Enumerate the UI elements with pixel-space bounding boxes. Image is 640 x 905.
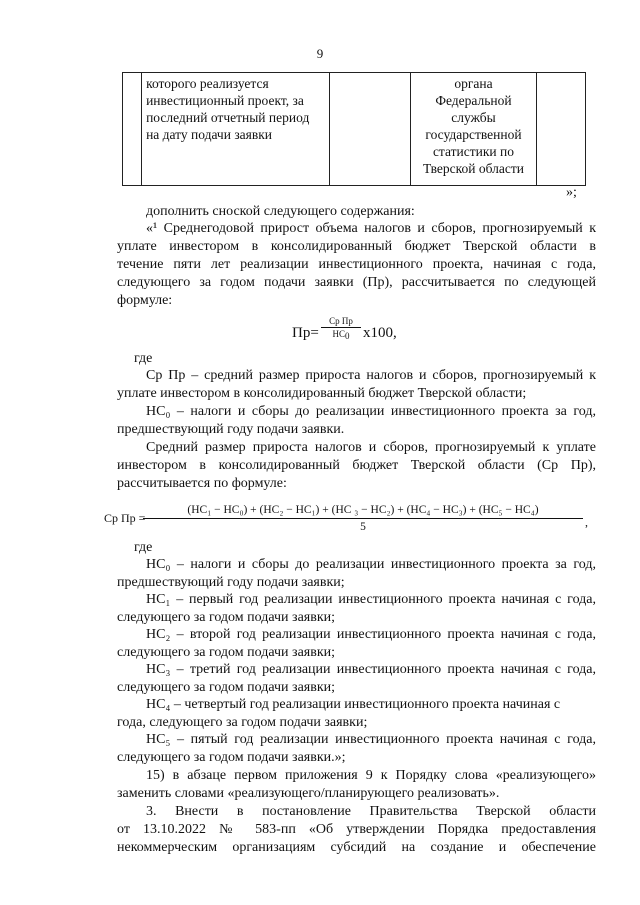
definition-line: НС₀ – налоги и сборы до реализации инвестиционного проекта за год, xyxy=(146,404,596,419)
item-3-line: некоммерческим организациям субсидий на создание и обеспечение xyxy=(117,840,596,855)
data-table-fragment xyxy=(122,72,586,186)
paragraph-line: Средний размер прироста налогов и сборов, прогнозируемый к уплате xyxy=(146,440,596,455)
table-cell-empty xyxy=(329,73,410,186)
table-cell-empty xyxy=(123,73,142,186)
page-number: 9 xyxy=(316,46,324,61)
definition-line: предшествующий году подачи заявки. xyxy=(117,422,345,437)
closing-quote: »; xyxy=(566,185,577,200)
item-15-line: заменить словами «реализующего/планирующего реализовать». xyxy=(117,786,500,801)
definition-line: следующего за годом подачи заявки; xyxy=(117,645,336,660)
paragraph-line: рассчитывается по формуле: xyxy=(117,476,287,491)
note-line: уплате инвестором в консолидированный бюджет Тверской области в xyxy=(117,239,596,254)
table-cell-source: органа Федеральной службы государственной статистики по Тверской области xyxy=(411,73,537,186)
note-line: формуле: xyxy=(117,293,173,308)
definition-line: Ср Пр – средний размер прироста налогов и сборов, прогнозируемый к xyxy=(146,368,596,383)
definition-line: следующего за годом подачи заявки; xyxy=(117,610,336,625)
definition-line: уплате инвестором в консолидированный бюджет Тверской области; xyxy=(117,386,527,401)
definition-line: года, следующего за годом подачи заявки; xyxy=(117,715,368,730)
note-line: следующего за годом подачи заявки (Пр), рассчитывается по следующей xyxy=(117,275,596,290)
note-line: течение пяти лет реализации инвестиционного проекта, начиная с года, xyxy=(117,257,596,272)
where-label: где xyxy=(134,351,153,366)
note-line: «¹ Среднегодовой прирост объема налогов и сборов, прогнозируемый к xyxy=(146,221,596,236)
definition-line: НС₀ – налоги и сборы до реализации инвестиционного проекта за год, xyxy=(146,557,596,572)
table-cell-description: которого реализуется инвестиционный проект, за последний отчетный период на дату подачи заявки xyxy=(142,73,330,186)
item-3-line: 3. Внести в постановление Правительства Тверской области xyxy=(146,804,596,819)
definition-line: НС₁ – первый год реализации инвестиционного проекта начиная с года, xyxy=(146,592,596,607)
definition-line: предшествующий году подачи заявки; xyxy=(117,575,345,590)
table-cell-empty xyxy=(536,73,585,186)
definition-line: НС₅ – пятый год реализации инвестиционного проекта начиная с года, xyxy=(146,732,596,747)
paragraph-add-note: дополнить сноской следующего содержания: xyxy=(146,204,415,219)
definition-line: следующего за годом подачи заявки; xyxy=(117,680,336,695)
definition-line: следующего за годом подачи заявки.»; xyxy=(117,750,346,765)
definition-line: НС₂ – второй год реализации инвестиционного проекта начиная с года, xyxy=(146,627,596,642)
paragraph-line: инвестором в консолидированный бюджет Тверской области (Ср Пр), xyxy=(117,458,596,473)
definition-line: НС₃ – третий год реализации инвестиционного проекта начиная с года, xyxy=(146,662,596,677)
item-15-line: 15) в абзаце первом приложения 9 к Порядку слова «реализующего» xyxy=(146,768,596,783)
item-3-line: от 13.10.2022 № 583-пп «Об утверждении Порядка предоставления xyxy=(117,822,596,837)
definition-line: НС₄ – четвертый год реализации инвестиционного проекта начиная с xyxy=(146,697,561,712)
where-label: где xyxy=(134,540,153,555)
